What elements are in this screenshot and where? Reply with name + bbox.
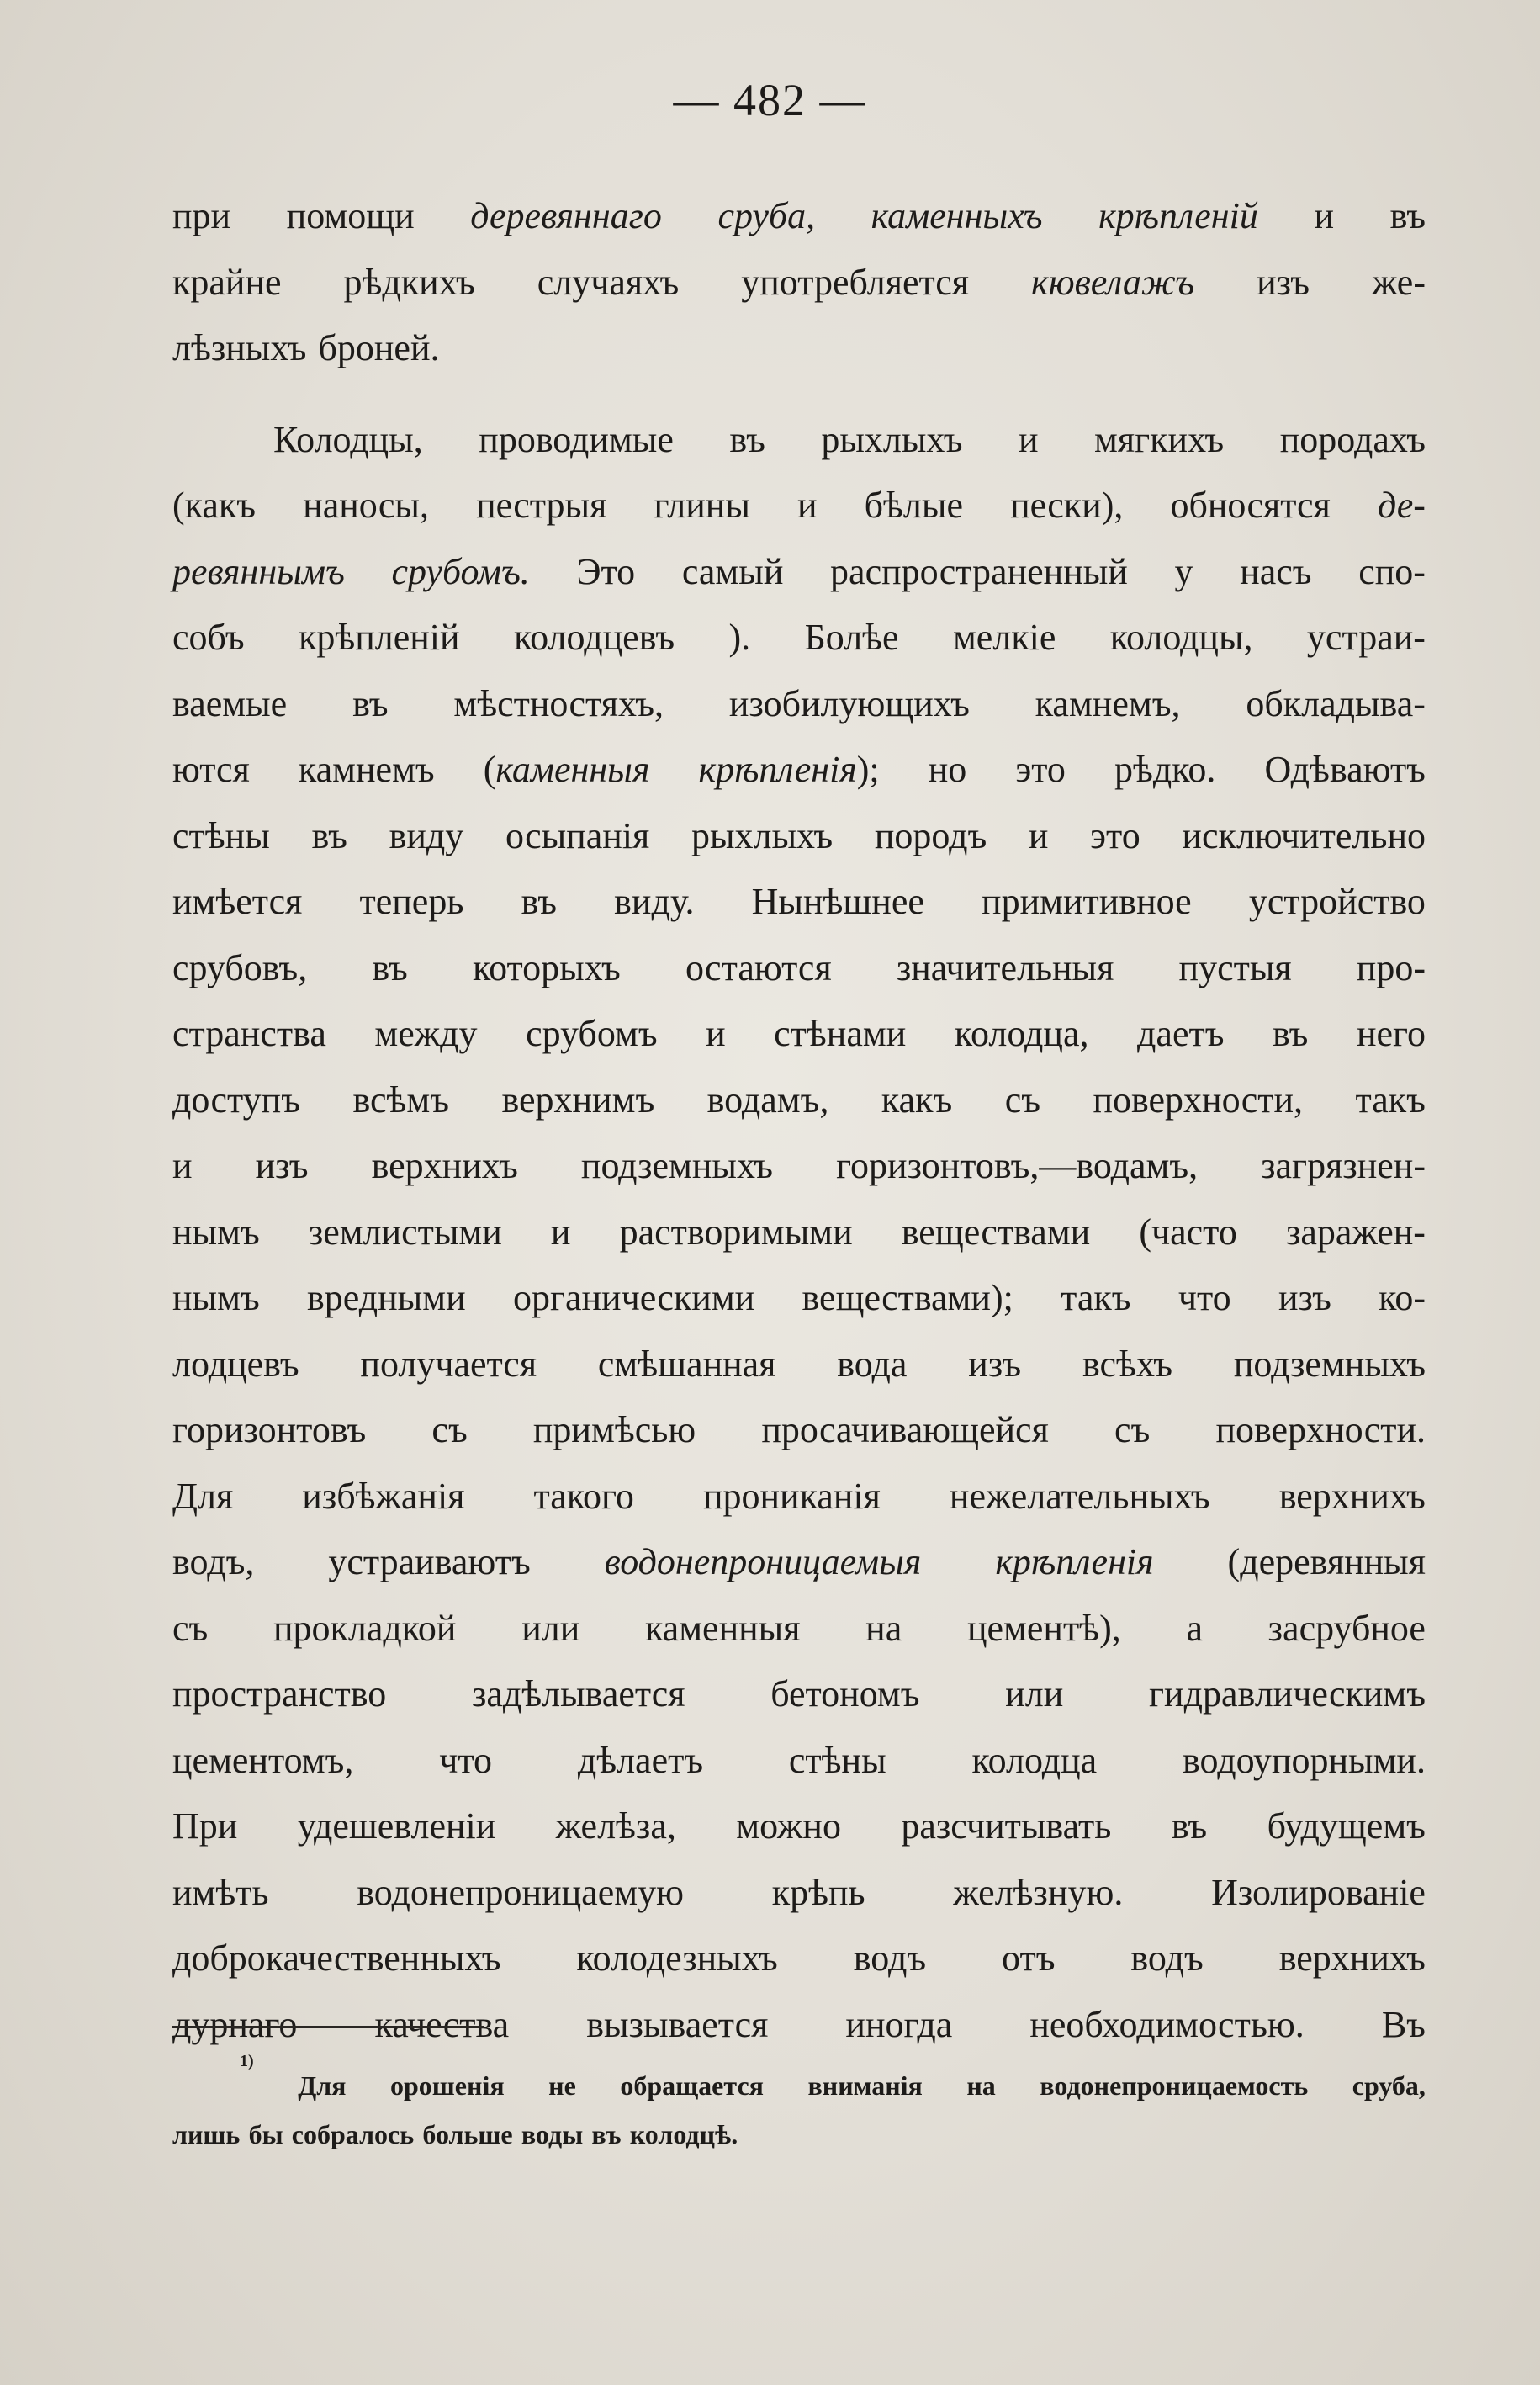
word: кювелажъ bbox=[1031, 261, 1195, 303]
word: веществами bbox=[901, 1211, 1091, 1253]
text-line bbox=[172, 605, 1426, 671]
word: и bbox=[1314, 195, 1334, 236]
word: обносятся bbox=[1170, 485, 1331, 526]
word: качества bbox=[374, 2003, 510, 2045]
word: и bbox=[706, 1013, 726, 1054]
word: а bbox=[1186, 1607, 1203, 1649]
word: органическими bbox=[512, 1277, 755, 1318]
word: отъ bbox=[1002, 1937, 1056, 1979]
text-line bbox=[172, 1529, 1426, 1596]
word: стѣны bbox=[172, 814, 270, 856]
word: рыхлыхъ bbox=[691, 814, 834, 856]
word: просачивающейся bbox=[761, 1409, 1049, 1450]
word: каменныя bbox=[644, 1607, 801, 1649]
word: мѣстностяхъ, bbox=[453, 682, 664, 724]
word: дурнаго bbox=[172, 2003, 298, 2045]
word: самый bbox=[681, 550, 784, 592]
word: лѣзныхъ bbox=[172, 327, 307, 368]
word: него bbox=[1356, 1013, 1426, 1054]
word: водамъ, bbox=[706, 1079, 829, 1121]
word: пространство bbox=[172, 1673, 387, 1715]
word: въ bbox=[591, 2119, 622, 2149]
word: можно bbox=[736, 1805, 841, 1847]
word: съ bbox=[1004, 1079, 1040, 1121]
text-line bbox=[172, 671, 1426, 738]
word: водонепроницаемость bbox=[1040, 2070, 1309, 2101]
word: (каменныя bbox=[483, 749, 650, 790]
word: бы bbox=[248, 2119, 283, 2149]
word: избѣжанія bbox=[302, 1475, 465, 1517]
word: камнемъ bbox=[298, 749, 435, 790]
word: на bbox=[966, 2070, 996, 2101]
word: крѣпленія); bbox=[698, 749, 880, 790]
word: Въ bbox=[1381, 2003, 1426, 2045]
word: подземныхъ bbox=[1233, 1343, 1426, 1385]
word: колодцы, bbox=[1109, 617, 1253, 658]
text-line bbox=[172, 1992, 1426, 2059]
word: изобилующихъ bbox=[728, 682, 970, 724]
word: веществами); bbox=[802, 1277, 1013, 1318]
text-line bbox=[172, 1397, 1426, 1464]
word: (часто bbox=[1139, 1211, 1237, 1253]
word: такъ bbox=[1355, 1079, 1426, 1121]
word: въ bbox=[521, 881, 557, 922]
word: колодцѣ. bbox=[629, 2119, 738, 2149]
word: дѣлаетъ bbox=[577, 1739, 704, 1781]
word: исключительно bbox=[1182, 814, 1426, 856]
word: странства bbox=[172, 1013, 326, 1054]
word: верхнихъ bbox=[371, 1145, 518, 1186]
word: значительныя bbox=[896, 946, 1114, 988]
word: стѣнами bbox=[774, 1013, 907, 1054]
word: лодцевъ bbox=[172, 1343, 299, 1385]
text-line bbox=[172, 1200, 1426, 1266]
word: пустыя bbox=[1178, 946, 1292, 988]
word: доброкачественныхъ bbox=[172, 1937, 501, 1979]
word: водъ, bbox=[172, 1541, 255, 1582]
word: обкладыва- bbox=[1246, 682, 1426, 724]
word: остаются bbox=[685, 946, 832, 988]
paragraph bbox=[172, 183, 1426, 382]
word: вызывается bbox=[586, 2003, 769, 2045]
word: цементѣ), bbox=[966, 1607, 1121, 1649]
word: камнемъ, bbox=[1035, 682, 1181, 724]
word: удешевленіи bbox=[297, 1805, 496, 1847]
word: подземныхъ bbox=[580, 1145, 774, 1186]
word: срубомъ. bbox=[391, 550, 530, 592]
word: но bbox=[928, 749, 967, 790]
word: мягкихъ bbox=[1094, 418, 1225, 460]
text-line bbox=[172, 1332, 1426, 1398]
word: собралось bbox=[291, 2119, 415, 2149]
word: въ bbox=[1389, 195, 1426, 236]
word: на bbox=[865, 1607, 902, 1649]
word: всѣмъ bbox=[352, 1079, 449, 1121]
word: бѣлые bbox=[864, 485, 963, 526]
word: случаяхъ bbox=[537, 261, 680, 303]
word: собъ bbox=[172, 617, 245, 658]
text-line bbox=[172, 1133, 1426, 1200]
word: воды bbox=[521, 2119, 584, 2149]
word: водъ bbox=[1130, 1937, 1204, 1979]
word: мелкіе bbox=[952, 617, 1056, 658]
text-line bbox=[172, 2052, 1426, 2110]
word: Колодцы, bbox=[273, 418, 423, 460]
word: крѣпленій bbox=[298, 617, 460, 658]
word: про- bbox=[1356, 946, 1426, 988]
word: лишь bbox=[172, 2119, 241, 2149]
word: поверхности. bbox=[1215, 1409, 1426, 1450]
word: имѣть bbox=[172, 1871, 269, 1913]
word: будущемъ bbox=[1267, 1805, 1426, 1847]
text-line bbox=[172, 1265, 1426, 1332]
word: изъ bbox=[1278, 1277, 1331, 1318]
word: какъ bbox=[881, 1079, 953, 1121]
word: въ bbox=[311, 814, 347, 856]
word: сруба, bbox=[717, 195, 816, 236]
word: водонепроницаемую bbox=[357, 1871, 684, 1913]
word: изъ bbox=[255, 1145, 309, 1186]
word: водъ bbox=[853, 1937, 927, 1979]
word: больше bbox=[422, 2119, 513, 2149]
word: крѣпленія bbox=[995, 1541, 1154, 1582]
word: или bbox=[1005, 1673, 1064, 1715]
word: и bbox=[550, 1211, 571, 1253]
word: теперь bbox=[359, 881, 464, 922]
word: колодца bbox=[971, 1739, 1098, 1781]
word: породъ bbox=[874, 814, 987, 856]
word: Для bbox=[172, 1475, 234, 1517]
word: спо- bbox=[1358, 550, 1426, 592]
word: доступъ bbox=[172, 1079, 300, 1121]
text-line bbox=[172, 1926, 1426, 1992]
word: цементомъ, bbox=[172, 1739, 354, 1781]
text-line bbox=[172, 315, 1426, 382]
word: и bbox=[172, 1145, 193, 1186]
word: прониканія bbox=[702, 1475, 881, 1517]
text-line bbox=[172, 2110, 1426, 2159]
word: виду bbox=[389, 814, 464, 856]
word: засрубное bbox=[1267, 1607, 1426, 1649]
word: примѣсью bbox=[532, 1409, 696, 1450]
body-text bbox=[172, 183, 1426, 2058]
word: изъ bbox=[968, 1343, 1022, 1385]
text-line bbox=[172, 935, 1426, 1002]
word: вредными bbox=[307, 1277, 466, 1318]
word: въ bbox=[729, 418, 765, 460]
word: Одѣваютъ bbox=[1264, 749, 1426, 790]
word: Нынѣшнее bbox=[751, 881, 924, 922]
word: вниманія bbox=[807, 2070, 923, 2101]
word: не bbox=[548, 2070, 576, 2101]
text-line bbox=[172, 869, 1426, 935]
word: это bbox=[1015, 749, 1066, 790]
word: разсчитывать bbox=[901, 1805, 1112, 1847]
word: колодезныхъ bbox=[576, 1937, 778, 1979]
word: ревяннымъ bbox=[172, 550, 345, 592]
word: пестрыя bbox=[476, 485, 607, 526]
word: колодцевъ bbox=[513, 617, 675, 658]
word: орошенія bbox=[389, 2070, 505, 2101]
word: имѣется bbox=[172, 881, 303, 922]
text-line bbox=[172, 1860, 1426, 1927]
text-line bbox=[172, 1068, 1426, 1134]
word: крайне bbox=[172, 261, 282, 303]
text-line bbox=[172, 737, 1426, 803]
word: землистыми bbox=[308, 1211, 502, 1253]
word: между bbox=[374, 1013, 478, 1054]
word: ко- bbox=[1379, 1277, 1426, 1318]
word: водонепроницаемыя bbox=[604, 1541, 922, 1582]
word: верхнихъ bbox=[1278, 1475, 1426, 1517]
word: смѣшанная bbox=[597, 1343, 776, 1385]
word: загрязнен- bbox=[1261, 1145, 1426, 1186]
word: каменныхъ bbox=[871, 195, 1043, 236]
word: поверхности, bbox=[1093, 1079, 1303, 1121]
text-line bbox=[172, 183, 1426, 250]
word: (какъ bbox=[172, 485, 257, 526]
word: въ bbox=[1171, 1805, 1208, 1847]
footnote bbox=[172, 2052, 1426, 2159]
text-line bbox=[172, 1662, 1426, 1728]
word: изъ bbox=[1257, 261, 1310, 303]
word: устраи- bbox=[1306, 617, 1426, 658]
paragraph bbox=[172, 407, 1426, 2059]
text-line bbox=[172, 1794, 1426, 1860]
footnote-divider bbox=[172, 2026, 484, 2028]
word: же- bbox=[1371, 261, 1426, 303]
word: нежелательныхъ bbox=[949, 1475, 1210, 1517]
word: примитивное bbox=[982, 881, 1192, 922]
word: При bbox=[172, 1805, 238, 1847]
word: нымъ bbox=[172, 1277, 260, 1318]
word: рѣдкихъ bbox=[343, 261, 475, 303]
text-line bbox=[172, 407, 1426, 474]
word: пески), bbox=[1010, 485, 1124, 526]
word: растворимыми bbox=[619, 1211, 853, 1253]
word: необходимостью. bbox=[1029, 2003, 1305, 2045]
word: такого bbox=[533, 1475, 634, 1517]
word: употребляется bbox=[741, 261, 970, 303]
word: и bbox=[1028, 814, 1049, 856]
word: въ bbox=[352, 682, 389, 724]
word: съ bbox=[172, 1607, 209, 1649]
word: распространенный bbox=[830, 550, 1128, 592]
text-line bbox=[172, 1001, 1426, 1068]
word: устройство bbox=[1248, 881, 1426, 922]
word: получается bbox=[360, 1343, 537, 1385]
word: всѣхъ bbox=[1082, 1343, 1173, 1385]
word: и bbox=[1019, 418, 1039, 460]
text-line bbox=[172, 1464, 1426, 1530]
word: рыхлыхъ bbox=[821, 418, 963, 460]
word: у bbox=[1174, 550, 1193, 592]
word: Для bbox=[298, 2070, 347, 2101]
word: Это bbox=[576, 550, 636, 592]
word: бетономъ bbox=[770, 1673, 920, 1715]
word: такъ bbox=[1061, 1277, 1131, 1318]
word: осыпанія bbox=[505, 814, 650, 856]
text-line bbox=[172, 1728, 1426, 1794]
word: де- bbox=[1377, 485, 1426, 526]
word: верхнимъ bbox=[501, 1079, 655, 1121]
text-line bbox=[172, 473, 1426, 539]
word: желѣзную. bbox=[953, 1871, 1124, 1913]
word: срубомъ bbox=[526, 1013, 658, 1054]
word: устраиваютъ bbox=[328, 1541, 531, 1582]
word: съ bbox=[431, 1409, 468, 1450]
word: что bbox=[439, 1739, 492, 1781]
word: броней. bbox=[318, 327, 440, 368]
word: глины bbox=[654, 485, 750, 526]
word: что bbox=[1177, 1277, 1231, 1318]
word: деревяннаго bbox=[470, 195, 662, 236]
word: верхнихъ bbox=[1278, 1937, 1426, 1979]
word: срубовъ, bbox=[172, 946, 308, 988]
word: наносы, bbox=[303, 485, 429, 526]
text-line bbox=[172, 803, 1426, 870]
word: виду. bbox=[614, 881, 695, 922]
word: съ bbox=[1114, 1409, 1151, 1450]
word: ваемые bbox=[172, 682, 288, 724]
word: гидравлическимъ bbox=[1148, 1673, 1426, 1715]
word: сруба, bbox=[1352, 2070, 1426, 2101]
word: горизонтовъ,—водамъ, bbox=[836, 1145, 1199, 1186]
word: при bbox=[172, 195, 231, 236]
text-line bbox=[172, 250, 1426, 316]
word: ). bbox=[728, 617, 751, 658]
word: крѣпленій bbox=[1098, 195, 1258, 236]
text-line bbox=[172, 539, 1426, 606]
word: задѣлывается bbox=[471, 1673, 685, 1715]
page-number: — 482 — bbox=[673, 75, 867, 125]
word: заражен- bbox=[1285, 1211, 1426, 1253]
word: стѣны bbox=[788, 1739, 886, 1781]
footnote-ref: 1) bbox=[240, 2052, 254, 2070]
word: даетъ bbox=[1137, 1013, 1225, 1054]
word: ются bbox=[172, 749, 250, 790]
word: и bbox=[797, 485, 818, 526]
word: нымъ bbox=[172, 1211, 260, 1253]
word: Изолированіе bbox=[1211, 1871, 1426, 1913]
word: насъ bbox=[1240, 550, 1312, 592]
word: прокладкой bbox=[273, 1607, 457, 1649]
word: иногда bbox=[845, 2003, 953, 2045]
word: колодца, bbox=[954, 1013, 1089, 1054]
word: водоупорными. bbox=[1183, 1739, 1426, 1781]
word: крѣпь bbox=[771, 1871, 865, 1913]
word: это bbox=[1090, 814, 1140, 856]
word: обращается bbox=[620, 2070, 764, 2101]
word: или bbox=[521, 1607, 580, 1649]
word: рѣдко. bbox=[1114, 749, 1216, 790]
word: горизонтовъ bbox=[172, 1409, 367, 1450]
word: которыхъ bbox=[472, 946, 621, 988]
word: въ bbox=[372, 946, 408, 988]
word: вода bbox=[837, 1343, 908, 1385]
word: (деревянныя bbox=[1227, 1541, 1426, 1582]
word: Болѣе bbox=[804, 617, 899, 658]
word: въ bbox=[1272, 1013, 1309, 1054]
word: помощи bbox=[286, 195, 415, 236]
word: проводимые bbox=[479, 418, 674, 460]
text-line bbox=[172, 1596, 1426, 1662]
word: желѣза, bbox=[555, 1805, 676, 1847]
word: породахъ bbox=[1279, 418, 1426, 460]
